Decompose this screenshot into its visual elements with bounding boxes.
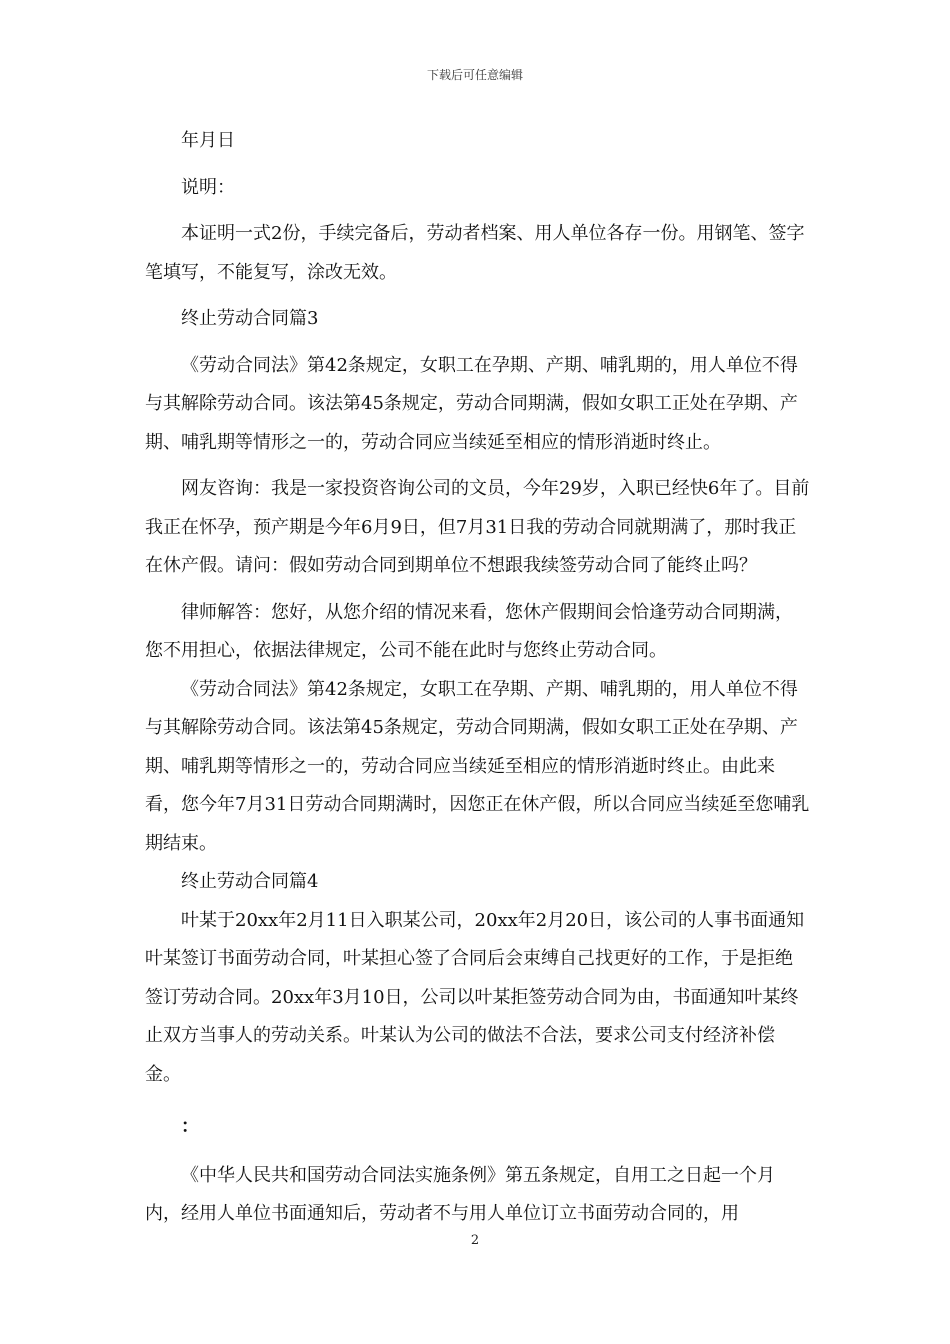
page-header: 下载后可任意编辑	[426, 68, 523, 82]
body-paragraph: 《中华人民共和国劳动合同法实施条例》第五条规定，自用工之日起一个月内，经用人单位书面通知后，劳动者不与用人单位订立书面劳动合同的，用	[145, 1164, 775, 1224]
colon-line: ：	[181, 1116, 199, 1137]
note-heading: 说明：	[181, 176, 235, 198]
document-body	[145, 122, 810, 1234]
body-paragraph: 叶某于20xx年2月11日入职某公司，20xx年2月20日，该公司的人事书面通知叶某签订书面劳动合同，叶某担心签了合同后会束缚自己找更好的工作，于是拒绝签订劳动合同。20xx年3月10日，公司以叶某拒签劳动合同为由，书面通知叶某终止双方当事人的劳动关系。叶某认为公司的做法不合法，要求公司支付经济补偿金。	[145, 909, 805, 1085]
note-paragraph: 本证明一式2份，手续完备后，劳动者档案、用人单位各存一份。用钢笔、签字笔填写，不能复写，涂改无效。	[145, 223, 805, 283]
date-line: 年月日	[181, 130, 235, 151]
body-paragraph: 《劳动合同法》第42条规定，女职工在孕期、产期、哺乳期的，用人单位不得与其解除劳动合同。该法第45条规定，劳动合同期满，假如女职工正处在孕期、产期、哺乳期等情形之一的，劳动合同应当续延至相应的情形消逝时终止。	[145, 354, 798, 453]
section-heading-3: 终止劳动合同篇3	[181, 308, 319, 329]
body-paragraph: 《劳动合同法》第42条规定，女职工在孕期、产期、哺乳期的，用人单位不得与其解除劳动合同。该法第45条规定，劳动合同期满，假如女职工正处在孕期、产期、哺乳期等情形之一的，劳动合同应当续延至相应的情形消逝时终止。由此来看，您今年7月31日劳动合同期满时，因您正在休产假，所以合同应当续延至您哺乳期结束。	[145, 678, 810, 854]
page-number: 2	[470, 1233, 480, 1248]
body-paragraph: 网友咨询：我是一家投资咨询公司的文员，今年29岁，入职已经快6年了。目前我正在怀孕，预产期是今年6月9日，但7月31日我的劳动合同就期满了，那时我正在休产假。请问：假如劳动合同到期单位不想跟我续签劳动合同了能终止吗？	[145, 478, 810, 576]
body-paragraph: 律师解答：您好，从您介绍的情况来看，您休产假期间会恰逢劳动合同期满，您不用担心，依据法律规定，公司不能在此时与您终止劳动合同。	[145, 601, 793, 661]
section-heading-4: 终止劳动合同篇4	[181, 871, 319, 892]
